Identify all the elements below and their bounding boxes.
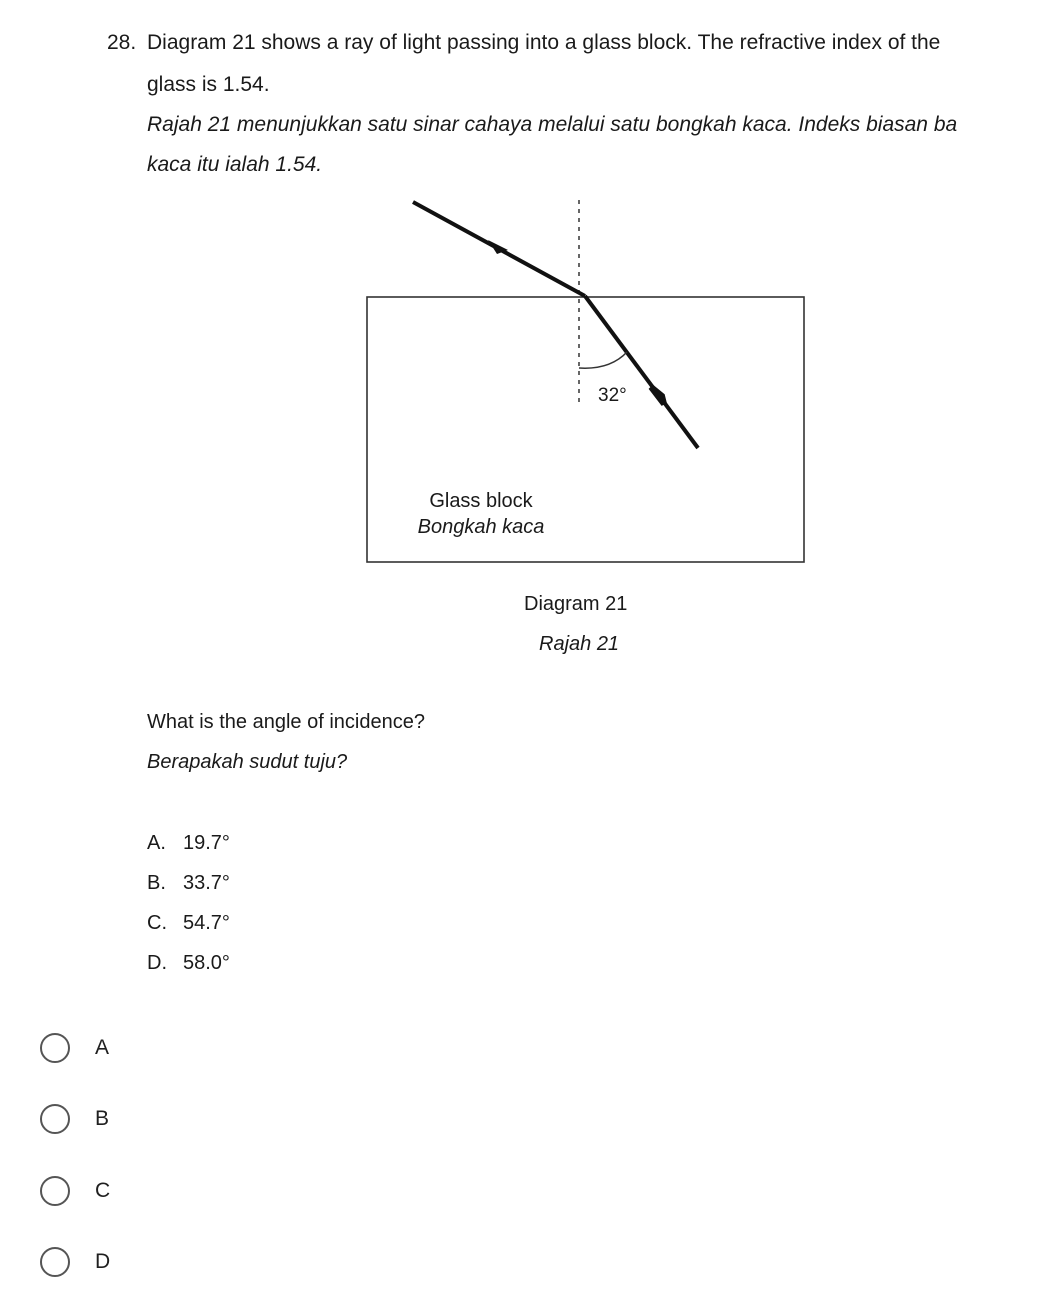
choice-a <box>147 832 230 855</box>
refraction-diagram <box>360 190 820 580</box>
answer-option-label[interactable]: B <box>95 1107 110 1130</box>
answer-option-d[interactable] <box>40 1245 110 1279</box>
angle-arc <box>579 352 627 368</box>
radio-button-d[interactable] <box>40 1247 70 1277</box>
prompt-en: What is the angle of incidence? <box>147 711 425 733</box>
refracted-ray-arrow <box>651 387 664 404</box>
radio-button-b[interactable] <box>40 1104 70 1134</box>
refraction-diagram-svg <box>360 190 820 580</box>
choice-value: 33.7° <box>183 872 230 894</box>
question-text-ms-1: Rajah 21 menunjukkan satu sinar cahaya melalui satu bongkah kaca. Indeks biasan ba <box>147 113 958 136</box>
prompt-ms: Berapakah sudut tuju? <box>147 751 348 773</box>
choice-value: 19.7° <box>183 832 230 854</box>
radio-button-a[interactable] <box>40 1033 70 1063</box>
angle-label: 32° <box>598 385 627 406</box>
answer-option-label[interactable]: D <box>95 1250 111 1273</box>
glass-block-label-ms: Bongkah kaca <box>417 516 545 538</box>
diagram-caption-ms: Rajah 21 <box>539 633 620 655</box>
answer-option-c[interactable] <box>40 1174 110 1208</box>
choice-d <box>147 952 230 975</box>
choice-value: 54.7° <box>183 912 230 934</box>
answer-option-label[interactable]: A <box>95 1036 110 1059</box>
question-text-en-2: glass is 1.54. <box>147 73 270 96</box>
question-text-ms-2: kaca itu ialah 1.54. <box>147 153 323 176</box>
diagram-caption-en: Diagram 21 <box>524 593 628 615</box>
question-text-en-1: Diagram 21 shows a ray of light passing into a glass block. The refractive index of the <box>147 31 941 54</box>
refracted-ray <box>585 296 698 448</box>
choice-letter: B. <box>147 872 166 894</box>
question-number: 28. <box>107 31 137 54</box>
choice-letter: C. <box>147 912 167 934</box>
answer-option-b[interactable] <box>40 1102 109 1136</box>
choice-value: 58.0° <box>183 952 230 974</box>
answer-option-a[interactable] <box>40 1031 109 1065</box>
choice-b <box>147 872 230 895</box>
answer-option-label[interactable]: C <box>95 1179 111 1202</box>
choice-letter: A. <box>147 832 166 854</box>
choice-letter: D. <box>147 952 167 974</box>
radio-button-c[interactable] <box>40 1176 70 1206</box>
choice-c <box>147 912 230 935</box>
glass-block-label-en: Glass block <box>429 490 533 512</box>
